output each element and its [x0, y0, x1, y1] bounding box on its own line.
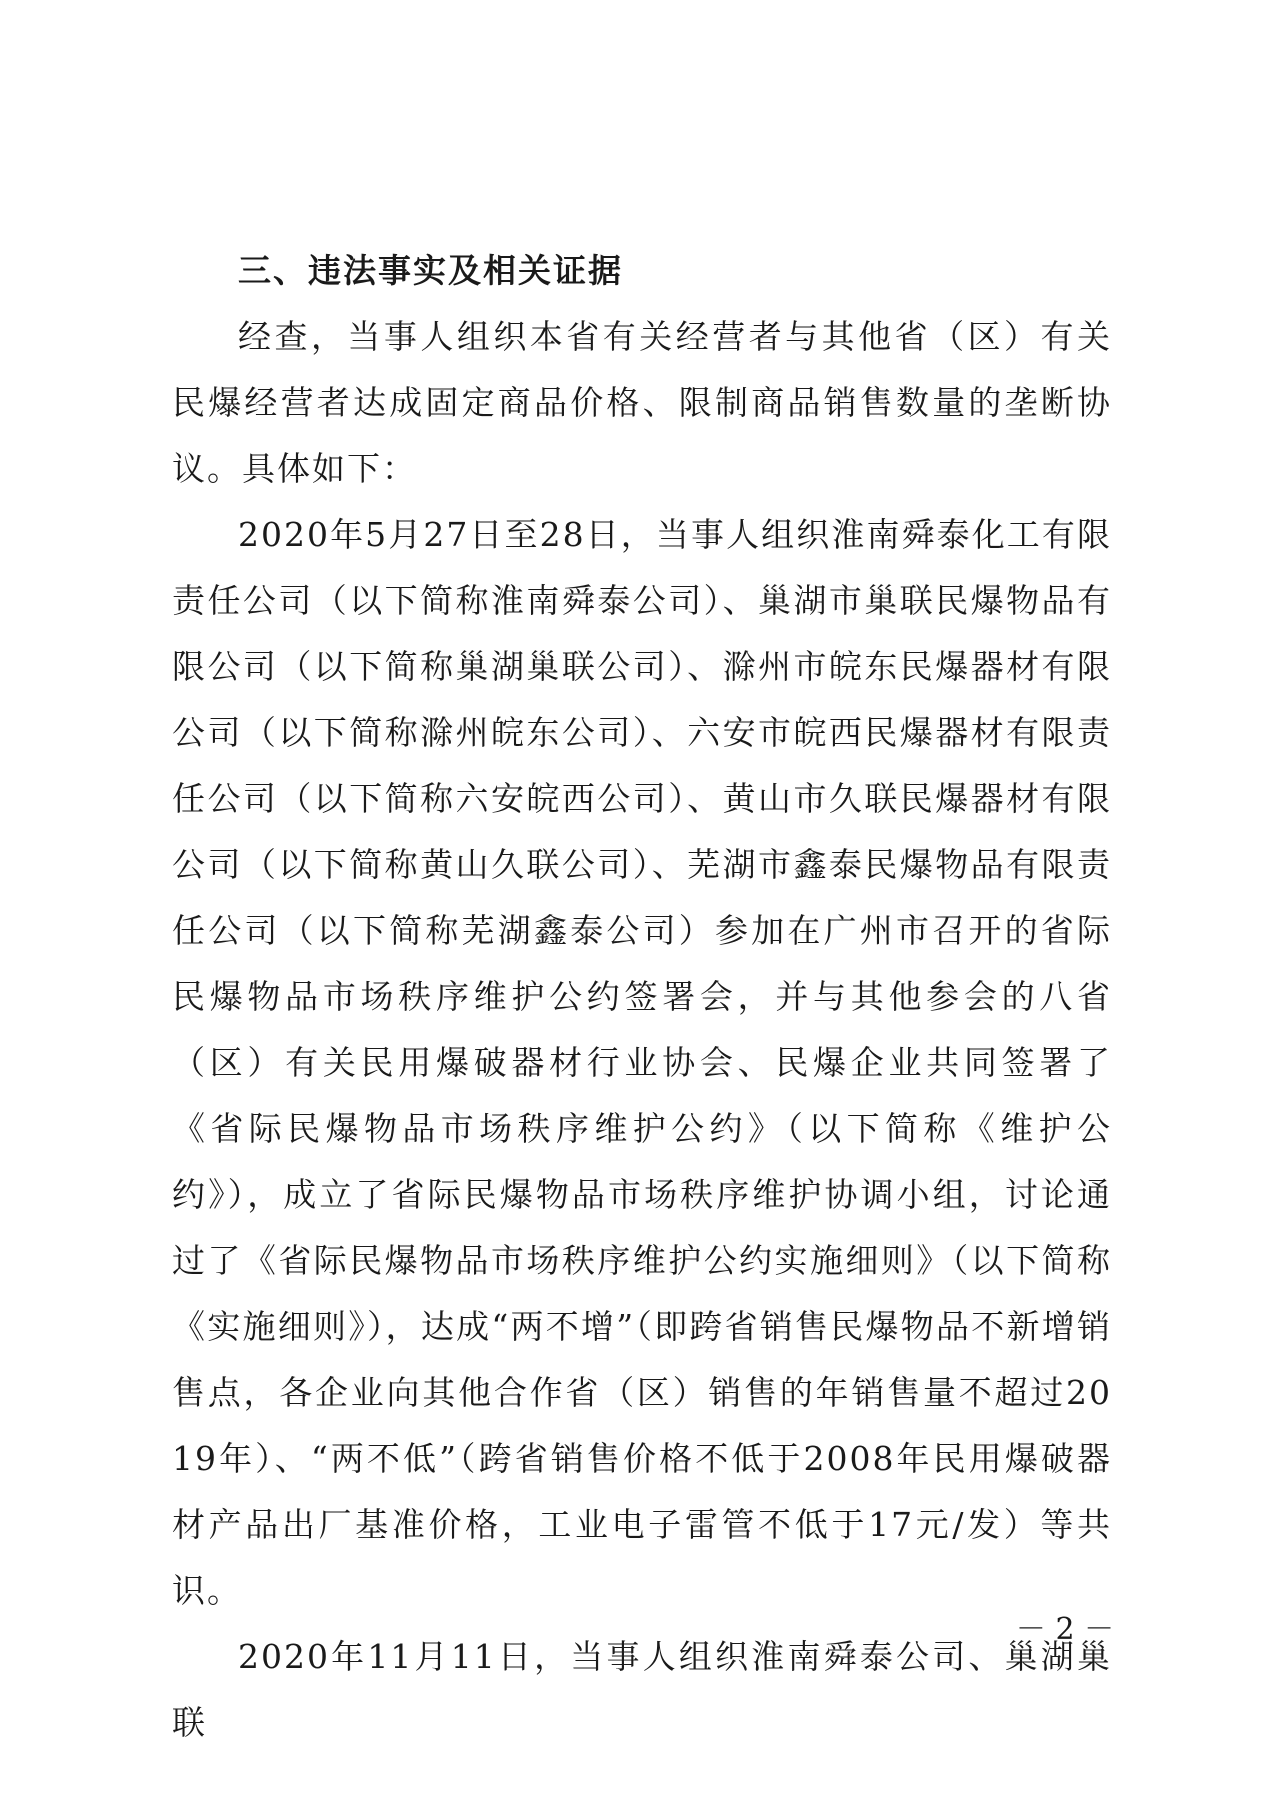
page-number: － 2 － [1015, 1612, 1115, 1647]
page-body [172, 238, 1112, 1756]
paragraph: 2020年5月27日至28日，当事人组织淮南舜泰化工有限责任公司（以下简称淮南舜泰公司）、巢湖市巢联民爆物品有限公司（以下简称巢湖巢联公司）、滁州市皖东民爆器材有限公司（以下简称滁州皖东公司）、六安市皖西民爆器材有限责任公司（以下简称六安皖西公司）、黄山市久联民爆器材有限公司（以下简称黄山久联公司）、芜湖市鑫泰民爆物品有限责任公司（以下简称芜湖鑫泰公司）参加在广州市召开的省际民爆物品市场秩序维护公约签署会，并与其他参会的八省（区）有关民用爆破器材行业协会、民爆企业共同签署了《省际民爆物品市场秩序维护公约》（以下简称《维护公约》），成立了省际民爆物品市场秩序维护协调小组，讨论通过了《省际民爆物品市场秩序维护公约实施细则》（以下简称《实施细则》），达成“两不增”（即跨省销售民爆物品不新增销售点，各企业向其他合作省（区）销售的年销售量不超过2019年）、“两不低”（跨省销售价格不低于2008年民用爆破器材产品出厂基准价格，工业电子雷管不低于17元/发）等共识。 [172, 515, 1112, 1610]
paragraph: 经查，当事人组织本省有关经营者与其他省（区）有关民爆经营者达成固定商品价格、限制商品销售数量的垄断协议。具体如下： [172, 317, 1112, 488]
section-heading: 三、违法事实及相关证据 [238, 251, 623, 290]
paragraph: 2020年11月11日，当事人组织淮南舜泰公司、巢湖巢联 [172, 1637, 1112, 1742]
